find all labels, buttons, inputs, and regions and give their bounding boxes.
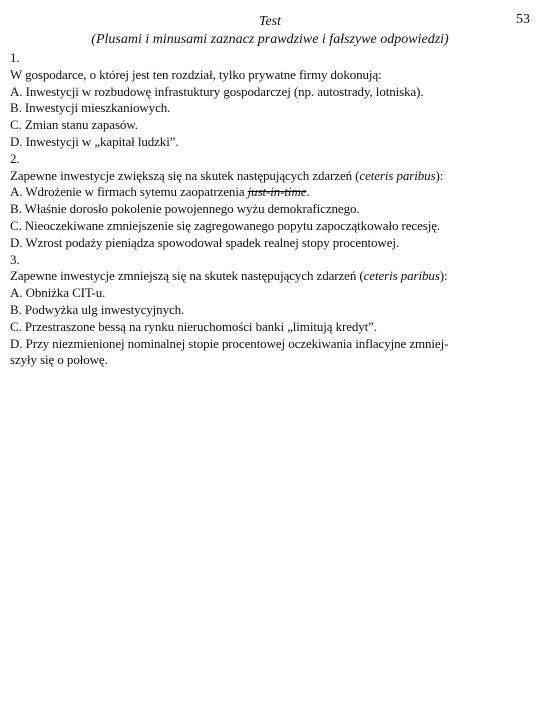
test-instructions: (Plusami i minusami zaznacz prawdziwe i fałszywe odpowiedzi) — [91, 32, 449, 47]
lead-text: Zapewne inwestycje zmniejszą się na skutek następujących zdarzeń ( — [10, 268, 364, 284]
option-text-end: . — [306, 184, 310, 200]
question-number: 2. — [10, 150, 20, 166]
answer-option-d: D. Inwestycji w „kapitał ludzki”. — [10, 133, 179, 149]
answer-option-a: A. Inwestycji w rozbudowę infrastuktury gospodarczej (np. autostrady, lotniska). — [10, 83, 424, 99]
answer-option-d-continued: szyły się o połowę. — [10, 352, 108, 368]
question-number: 3. — [10, 251, 20, 267]
answer-option-d: D. Przy niezmienionej nominalnej stopie procentowej oczekiwania inflacyjne zmniej- — [10, 335, 449, 351]
question-number: 1. — [10, 50, 20, 65]
answer-option-c: C. Zmian stanu zapasów. — [10, 117, 138, 133]
question-2 — [10, 151, 530, 252]
lead-text-end: ): — [435, 167, 444, 183]
answer-option-a — [10, 184, 530, 201]
test-header — [0, 13, 540, 49]
question-lead — [10, 268, 530, 285]
question-lead — [10, 168, 530, 185]
answer-option-c: C. Przestraszone bessą na rynku nieruchomości banki „limitują kredyt”. — [10, 318, 378, 334]
test-body — [10, 50, 530, 369]
lead-italic-term: ceteris paribus — [359, 167, 436, 183]
page-number: 53 — [516, 12, 530, 27]
lead-italic-term: ceteris paribus — [363, 268, 440, 284]
lead-text: Zapewne inwestycje zwiększą się na skutek następujących zdarzeń ( — [10, 167, 360, 183]
answer-option-c: C. Nieoczekiwane zmniejszenie się zagregowanego popytu zapoczątkowało recesję. — [10, 217, 441, 233]
answer-option-b: B. Właśnie dorosło pokolenie powojennego wyżu demokraficznego. — [10, 201, 360, 217]
question-1 — [10, 50, 530, 151]
answer-option-b: B. Podwyżka ulg inwestycyjnych. — [10, 301, 185, 317]
question-3 — [10, 252, 530, 370]
option-italic-term: just-in-time — [247, 184, 307, 200]
answer-option-a: A. Obniżka CIT-u. — [10, 285, 106, 301]
question-lead: W gospodarce, o której jest ten rozdział, tylko prywatne firmy dokonują: — [10, 66, 382, 82]
test-title: Test — [258, 14, 282, 29]
option-text: A. Wdrożenie w firmach sytemu zaopatrzenia — [10, 184, 248, 200]
answer-option-b: B. Inwestycji mieszkaniowych. — [10, 100, 171, 116]
lead-text-end: ): — [439, 268, 448, 284]
answer-option-d: D. Wzrost podaży pieniądza spowodował spadek realnej stopy procentowej. — [10, 234, 400, 250]
